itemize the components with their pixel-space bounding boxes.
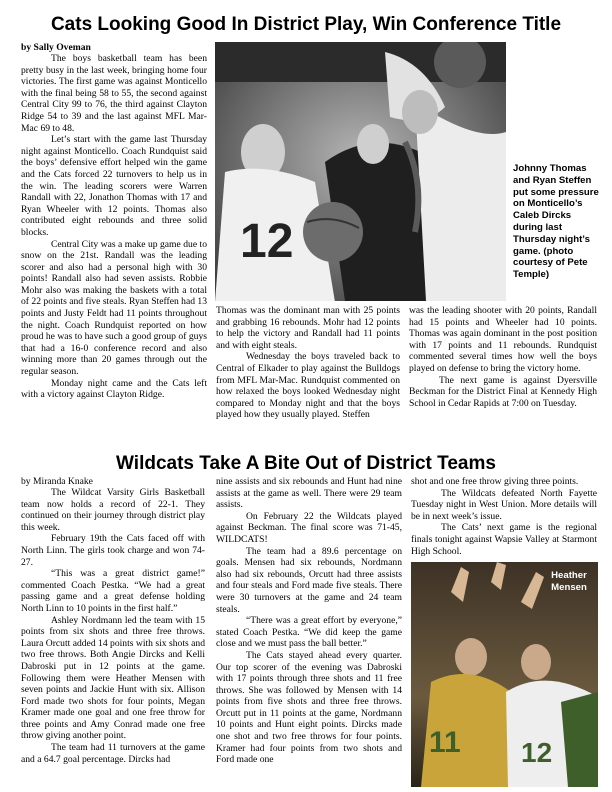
girls-jersey-number: 12 <box>521 737 553 768</box>
paragraph: February 19th the Cats faced off with North Linn. The girls took charge and won 74-27. <box>21 533 205 568</box>
story1-photo <box>215 42 506 301</box>
story1-column-3-text <box>409 305 597 409</box>
story2-column-2-text <box>216 476 402 766</box>
paragraph: “This was a great district game!” commented Coach Pestka. “We had a great passing game and a great defense holding North Linn to 10 points in the first half.” <box>21 568 205 614</box>
story1-column-3 <box>409 305 597 409</box>
story1-column-1 <box>21 42 207 401</box>
story2-headline: Wildcats Take A Bite Out of District Teams <box>116 453 496 474</box>
paragraph: nine assists and six rebounds and Hunt had nine assists at the game as well. There were 29 team assists. <box>216 476 402 511</box>
paragraph: The next game is against Dyersville Beckman for the District Final at Kennedy High School in Cedar Rapids at 7:00 on Tuesday. <box>409 374 597 409</box>
story2-column-3-text <box>411 476 597 557</box>
paragraph: Let’s start with the game last Thursday night against Monticello. Coach Rundquist said the boys’ defensive effort helped win the game and the Cats forced 22 turnovers to help us in the win. The leading scorers were Warren Randall with 22, Jonathon Thomas with 17 and Ryan Wheeler with 12 points. Thomas also contributed eight rebounds and three solid blocks. <box>21 134 207 238</box>
svg-text:11: 11 <box>429 726 461 759</box>
paragraph: The Wildcat Varsity Girls Basketball team now holds a record of 22-1. They continued on their journey through district play this week. <box>21 487 205 533</box>
story1-column-2-text <box>216 305 400 421</box>
story2-photo <box>411 562 598 787</box>
jersey-number: 12 <box>240 215 294 268</box>
paragraph: The Cats stayed ahead every quarter. Our top scorer of the evening was Dabroski with 17 points through three shots and 11 free throws. She was followed by Mensen with 14 points from five shots and three free throws. Orcutt put in 11 points at the game, Nordmann 10 points and Hunt eight points. Dircks made one shot and two free throws for four points. Kramer had four points from two shots and Ford made one <box>216 649 402 766</box>
paragraph: shot and one free throw giving three points. <box>411 476 579 487</box>
story1-headline: Cats Looking Good In District Play, Win Conference Title <box>50 14 562 35</box>
story2-column-2 <box>216 476 402 766</box>
girls-basketball-photo-image <box>411 562 598 787</box>
paragraph: was the leading shooter with 20 points, Randall had 15 points and Wheeler had 10 points. Thomas was again dominant in the post position with 17 points and 11 rebounds. Rundquist commented several times how well the boys played on defense to bring the victory home. <box>409 305 597 374</box>
paragraph: On February 22 the Wildcats played against Beckman. The final score was 71-45, WILDCATS! <box>216 510 402 545</box>
paragraph: Thomas was the dominant man with 25 points and grabbing 16 rebounds. Mohr had 12 points to help the victory and Randall had 11 points and with eight steals. <box>216 305 400 351</box>
basketball-photo-image <box>215 42 506 301</box>
story2-column-1-text <box>21 487 205 765</box>
story1-photo-caption: Johnny Thomas and Ryan Steffen put some pressure on Monticello’s Caleb Dircks during last Thursday night’s game. (photo courtesy of Pete Temple) <box>513 163 599 281</box>
paragraph: The team had 11 turnovers at the game and a 64.7 goal percentage. Dircks had <box>21 742 205 765</box>
story2-photo-caption: Heather Mensen <box>551 570 587 593</box>
story2-column-3 <box>411 476 597 557</box>
paragraph: The Wildcats defeated North Fayette Tuesday night in West Union. More details will be in next week’s issue. <box>411 487 597 522</box>
paragraph: The boys basketball team has been pretty busy in the last week, bringing home four victories. The first game was against Monticello with the final being 58 to 55, the second against Central City 99 to 76, the third against Clayton Ridge 54 to 39 and the last against MFL Mar-Mac 69 to 48. <box>21 53 207 134</box>
paragraph: Central City was a make up game due to snow on the 21st. Randall was the leading scorer and also had a personal high with 30 points! Randall also had seven assists. Robbie Mohr also was making the baskets with a total of 22 points and five steals. Ryan Steffen had 13 points and Justy Feldt had 11 points throughout the night. Coach Rundquist reported on how proud he was to have such a good group of guys that had a 16-0 conference record and also winning more than 20 games through out the regular season. <box>21 238 207 378</box>
story1-column-2 <box>216 305 400 421</box>
story1-byline: by Sally Oveman <box>21 42 91 53</box>
paragraph: Monday night came and the Cats left with a victory against Clayton Ridge. <box>21 377 207 401</box>
story2-byline: by Miranda Knake <box>21 476 93 487</box>
paragraph: Ashley Nordmann led the team with 15 points from six shots and three free throws. Laura Orcutt added 14 points with six shots and two free throws. Both Angie Dircks and Kelli Dabroski put in 12 points at the game. Following them were Heather Mensen with seven points and Jackie Hunt with six. Allison Ford made two shots for four points, Megan Kramer made one goal and one free throw for three points and Amy Conrad made one free throw giving another point. <box>21 614 205 742</box>
paragraph: Wednesday the boys traveled back to Central of Elkader to play against the Bulldogs from MFL Mar-Mac. Rundquist commented on how relaxed the boys looked Wednesday night compared to Monday night and that the boys played how they usually played. Steffen <box>216 351 400 421</box>
paragraph: The team had a 89.6 percentage on goals. Mensen had six rebounds, Nordmann also had six rebounds, Orcutt had three assists and four steals and Ford made five steals. There were 30 turnovers at the game and 24 team steals. <box>216 545 402 615</box>
story2-column-1 <box>21 476 205 765</box>
paragraph: The Cats’ next game is the regional finals tonight against Wapsie Valley at Starmont High School. <box>411 522 597 557</box>
story1-column-1-text <box>21 53 207 401</box>
paragraph: “There was a great effort by everyone,” stated Coach Pestka. “We did keep the game close and we must pass the ball better.” <box>216 615 402 650</box>
